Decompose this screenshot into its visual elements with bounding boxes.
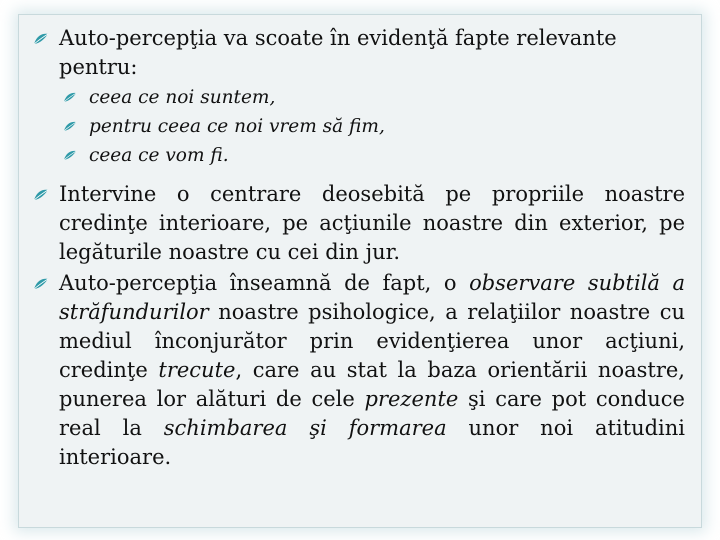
bullet-text: Auto-percepţia va scoate în evidenţă fapte relevante pentru: (59, 26, 617, 79)
sub-bullet-item (33, 112, 685, 141)
bullet-list (33, 24, 685, 472)
leaf-bullet-icon (63, 149, 77, 162)
sub-bullet-list (33, 83, 685, 170)
bullet-item-definition (33, 269, 685, 472)
bullet-item-self-perception (33, 24, 685, 82)
emphasis-text: schimbarea şi formarea (163, 416, 447, 440)
text-segment: noastre psihologice, a relaţiilor noastre cu mediul înconjurător prin evidenţierea unor acţiuni, credinţe (59, 300, 685, 382)
sub-bullet-text: pentru ceea ce noi vrem să fim, (89, 116, 385, 137)
leaf-bullet-icon (33, 188, 49, 202)
leaf-bullet-icon (63, 120, 77, 133)
emphasis-text: prezente (364, 387, 459, 411)
emphasis-text: trecute (158, 358, 236, 382)
bullet-text: Intervine o centrare deosebită pe propriile noastre credinţe interioare, pe acţiunile noastre din exterior, pe legăturile noastre cu cei din jur. (59, 182, 685, 264)
sub-bullet-item (33, 141, 685, 170)
leaf-bullet-icon (33, 32, 49, 46)
emphasis-text: observare subtilă a străfundurilor (59, 271, 686, 324)
text-segment: , care au stat la baza orientării noastre, punerea lor alături de cele (59, 358, 685, 411)
sub-bullet-item (33, 83, 685, 112)
sub-bullet-text: ceea ce noi suntem, (89, 87, 276, 108)
leaf-bullet-icon (63, 91, 77, 104)
bullet-item-beliefs (33, 180, 685, 267)
leaf-bullet-icon (33, 277, 49, 291)
text-segment: şi care pot conduce real la (59, 387, 685, 440)
sub-bullet-text: ceea ce vom fi. (89, 145, 229, 166)
text-segment: unor noi atitudini interioare. (59, 416, 686, 469)
text-segment: Auto-percepţia înseamnă de fapt, o (59, 271, 470, 295)
